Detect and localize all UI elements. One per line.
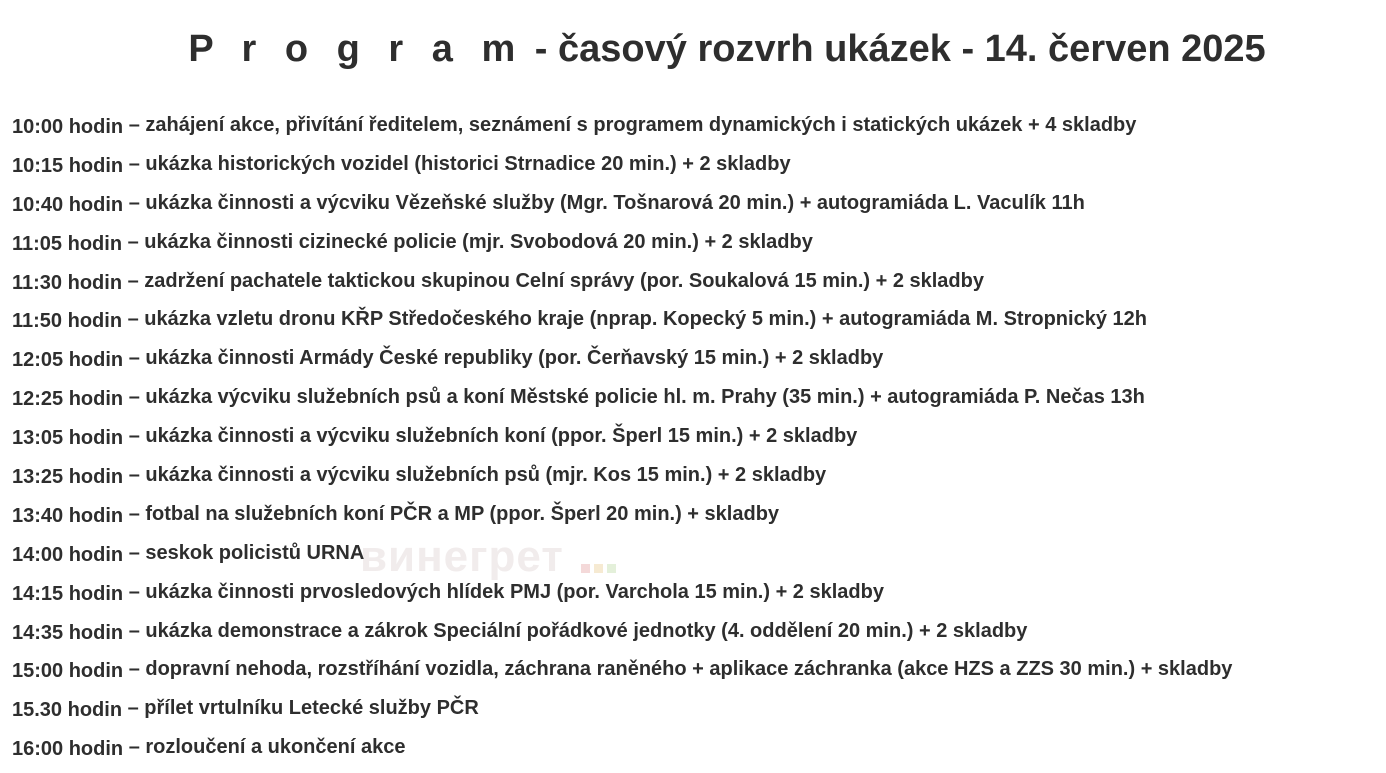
schedule-description: – ukázka činnosti prvosledových hlídek PMJ (por. Varchola 15 min.) + 2 skladby — [123, 580, 884, 603]
schedule-description: – ukázka demonstrace a zákrok Speciální pořádkové jednotky (4. oddělení 20 min.) + 2 skladby — [123, 619, 1028, 642]
schedule-description: – zadržení pachatele taktickou skupinou Celní správy (por. Soukalová 15 min.) + 2 skladby — [122, 269, 984, 292]
schedule-time: 12:05 hodin — [12, 349, 124, 372]
schedule-time: 11:50 hodin — [12, 310, 123, 333]
schedule-item — [12, 111, 1382, 150]
schedule-time: 10:00 hodin — [12, 116, 124, 138]
title-program-word: P r o g r a m — [188, 28, 525, 70]
schedule-description: – rozloučení a ukončení akce — [123, 736, 406, 759]
schedule-description: – ukázka historických vozidel (historici Strnadice 20 min.) + 2 skladby — [123, 152, 791, 175]
schedule-description: – ukázka činnosti a výcviku Vězeňské služby (Mgr. Tošnarová 20 min.) + autogramiáda L. Vaculík 11h — [123, 191, 1085, 214]
schedule-item — [12, 150, 1382, 189]
schedule-time: 14:00 hodin — [12, 543, 124, 566]
schedule-item — [12, 383, 1382, 422]
schedule-description: – ukázka činnosti a výcviku služebních psů (mjr. Kos 15 min.) + 2 skladby — [123, 464, 827, 487]
schedule-item — [12, 344, 1382, 383]
schedule-description: – ukázka výcviku služebních psů a koní Městské policie hl. m. Prahy (35 min.) + autogramiáda P. Nečas 13h — [123, 386, 1145, 409]
schedule-item — [12, 655, 1382, 694]
schedule-item — [12, 694, 1382, 733]
schedule-time: 15:00 hodin — [12, 660, 124, 683]
schedule-description: – zahájení akce, přivítání ředitelem, seznámení s programem dynamických i statických ukázek + 4 skladby — [123, 114, 1137, 136]
schedule-time: 16:00 hodin — [12, 738, 124, 761]
schedule-item — [12, 578, 1382, 617]
schedule-time: 12:25 hodin — [12, 388, 124, 411]
schedule-time: 13:25 hodin — [12, 466, 124, 489]
page-title — [0, 28, 1386, 71]
title-subtitle: - časový rozvrh ukázek - 14. červen 2025 — [524, 28, 1266, 70]
watermark-text: винегрет — [360, 532, 564, 581]
schedule-description: – seskok policistů URNA — [123, 541, 365, 564]
schedule-description: – ukázka vzletu dronu KŘP Středočeského kraje (nprap. Kopecký 5 min.) + autogramiáda M. Stropnický 12h — [122, 308, 1147, 331]
schedule-item — [12, 422, 1382, 461]
schedule-time: 13:05 hodin — [12, 427, 124, 450]
schedule-time: 10:15 hodin — [12, 154, 124, 177]
schedule-time: 11:05 hodin — [12, 232, 123, 255]
schedule-time: 11:30 hodin — [12, 271, 123, 294]
schedule-time: 15.30 hodin — [12, 699, 123, 722]
schedule-time: 14:35 hodin — [12, 621, 124, 644]
schedule-time: 13:40 hodin — [12, 504, 124, 527]
schedule-description: – ukázka činnosti cizinecké policie (mjr. Svobodová 20 min.) + 2 skladby — [122, 230, 813, 253]
schedule-item — [12, 617, 1382, 656]
schedule-description: – fotbal na služebních koní PČR a MP (ppor. Šperl 20 min.) + skladby — [123, 502, 780, 525]
schedule-item — [12, 228, 1382, 267]
schedule-description: – ukázka činnosti Armády České republiky (por. Čerňavský 15 min.) + 2 skladby — [123, 347, 884, 370]
schedule-list — [12, 111, 1382, 772]
schedule-item — [12, 733, 1382, 772]
schedule-description: – dopravní nehoda, rozstříhání vozidla, záchrana raněného + aplikace záchranka (akce HZS a ZZS 30 min.) + skladby — [123, 658, 1233, 681]
schedule-item — [12, 539, 1382, 578]
schedule-description: – ukázka činnosti a výcviku služebních koní (ppor. Šperl 15 min.) + 2 skladby — [123, 425, 858, 448]
schedule-item — [12, 267, 1382, 306]
schedule-item — [12, 305, 1382, 344]
schedule-time: 14:15 hodin — [12, 582, 124, 605]
schedule-item — [12, 189, 1382, 228]
schedule-item — [12, 461, 1382, 500]
schedule-item — [12, 500, 1382, 539]
schedule-time: 10:40 hodin — [12, 193, 124, 216]
schedule-description: – přílet vrtulníku Letecké služby PČR — [122, 697, 479, 720]
